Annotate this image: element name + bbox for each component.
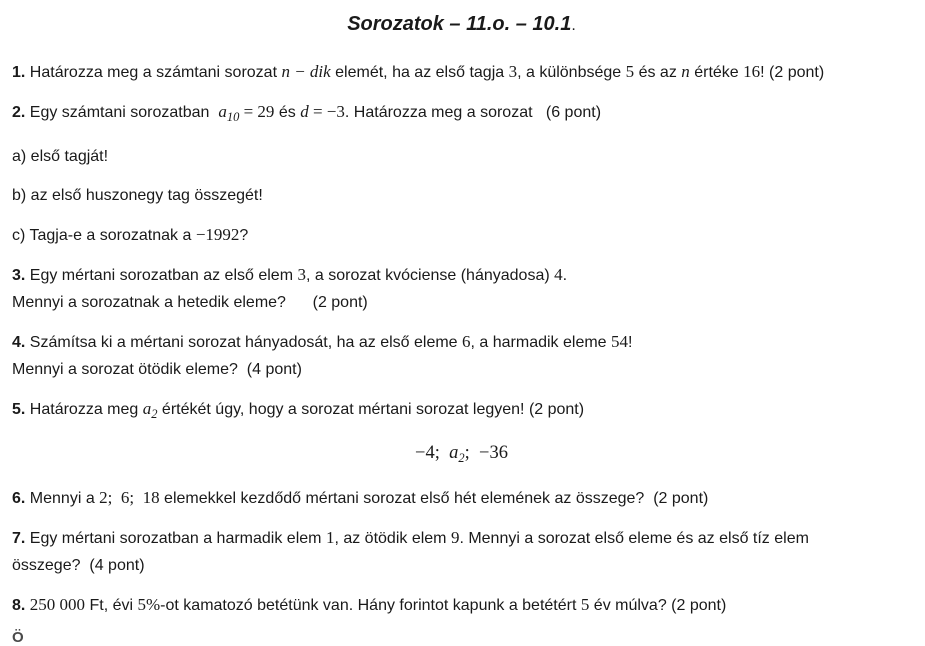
problem-2: [12, 98, 911, 131]
problem-2-segment-3: a: [218, 102, 227, 121]
problem-7-segment-4: , az ötödik elem: [334, 530, 451, 547]
problem-1-segment-3: n − dik: [281, 62, 331, 81]
problem-3-segment-5: 4: [554, 265, 563, 284]
problem-1-segment-9: n: [681, 62, 690, 81]
problem-2-segment-6: és: [274, 104, 301, 121]
problem-7-segment-2: Egy mértani sorozatban a harmadik elem: [25, 530, 326, 547]
problem-4-segment-5: 54: [611, 332, 629, 351]
problem-4-segment-1: Mennyi a sorozat ötödik eleme? (4 pont): [12, 361, 302, 378]
problem-1-segment-11: 16: [743, 62, 761, 81]
problem-7-segment-5: 9: [450, 528, 460, 547]
problem-3-line-2: [12, 289, 911, 316]
formula-line-line-1: [12, 440, 911, 472]
problem-3-segment-1: Mennyi a sorozatnak a hetedik eleme? (2 pont): [12, 294, 368, 311]
problem-3: [12, 261, 911, 316]
problem-5-segment-1: 5.: [12, 401, 26, 418]
problem-6-line-1: [12, 484, 911, 512]
problem-4-segment-1: 4.: [12, 334, 26, 351]
problem-8-segment-8: év múlva? (2 pont): [589, 597, 727, 614]
problem-4-segment-2: Számítsa ki a mértani sorozat hányadosát, ha az első eleme: [25, 334, 463, 351]
sub-question-b: [12, 182, 911, 209]
problem-2-line-1: [12, 98, 911, 131]
problem-2-segment-5: = 29: [239, 102, 275, 121]
sub-question-a: [12, 143, 911, 170]
problem-7-segment-6: . Mennyi a sorozat első eleme és az első tíz elem: [459, 530, 809, 547]
sub-question-c-line-1: [12, 221, 911, 249]
problem-1-segment-10: értéke: [689, 64, 744, 81]
problem-3-segment-4: , a sorozat kvóciense (hányadosa): [305, 267, 555, 284]
problem-3-segment-2: Egy mértani sorozatban az első elem: [25, 267, 298, 284]
formula-line: [12, 440, 911, 472]
problem-8-segment-1: 8.: [12, 597, 26, 614]
sub-question-a-segment-1: a) első tagját!: [12, 148, 109, 165]
sub-question-c: [12, 221, 911, 249]
problem-1: [12, 58, 911, 86]
problem-2-segment-8: = −3: [308, 102, 345, 121]
problem-6-segment-2: Mennyi a: [25, 490, 100, 507]
problem-8-segment-7: 5: [580, 595, 590, 614]
sub-question-c-segment-2: −1992: [195, 225, 240, 244]
problem-3-segment-6: .: [562, 267, 568, 284]
problem-6: [12, 484, 911, 512]
sub-question-b-line-1: [12, 182, 911, 209]
page-title: [12, 12, 911, 38]
sub-question-b-segment-1: b) az első huszonegy tag összegét!: [12, 187, 263, 204]
problem-7-line-1: [12, 524, 911, 552]
problem-1-segment-6: , a különbsége: [517, 64, 626, 81]
problem-1-segment-7: 5: [625, 62, 635, 81]
cutoff-next-line-segment-1: Ö: [12, 629, 24, 646]
sub-question-a-line-1: [12, 143, 911, 170]
problem-1-segment-4: elemét, ha az első tagja: [330, 64, 509, 81]
page-title-period: .: [571, 17, 576, 34]
sub-question-c-segment-1: c) Tagja-e a sorozatnak a: [12, 227, 196, 244]
problem-2-segment-2: Egy számtani sorozatban: [25, 104, 219, 121]
problem-8: [12, 591, 911, 619]
problem-4-segment-4: , a harmadik eleme: [470, 334, 612, 351]
problem-1-segment-1: 1.: [12, 64, 26, 81]
problem-5-segment-3: a: [142, 399, 152, 418]
problem-7-segment-1: 7.: [12, 530, 26, 547]
problem-8-segment-3: 250 000: [29, 595, 86, 614]
formula-line-segment-1: −4;: [415, 443, 450, 463]
problem-6-segment-4: elemekkel kezdődő mértani sorozat első hét elemének az összege? (2 pont): [159, 490, 709, 507]
cutoff-next-line: [12, 629, 911, 646]
problem-3-segment-1: 3.: [12, 267, 26, 284]
sub-question-c-segment-3: ?: [239, 227, 249, 244]
problem-4: [12, 328, 911, 383]
problem-8-segment-5: 5%: [137, 595, 161, 614]
problem-7-line-2: [12, 552, 911, 579]
problem-8-segment-6: -ot kamatozó betétünk van. Hány forintot kapunk a betétért: [160, 597, 581, 614]
page-title-text: Sorozatok – 11.o. – 10.1: [347, 13, 572, 35]
problem-3-line-1: [12, 261, 911, 289]
problem-7: [12, 524, 911, 579]
problem-1-segment-8: és az: [634, 64, 682, 81]
problem-1-segment-2: Határozza meg a számtani sorozat: [25, 64, 282, 81]
problem-8-segment-4: Ft, évi: [85, 597, 138, 614]
problem-2-segment-4: 10: [226, 110, 240, 124]
problem-5-segment-4: 2: [151, 407, 158, 421]
formula-line-segment-4: ; −36: [464, 443, 508, 463]
problem-5: [12, 395, 911, 428]
problem-4-segment-3: 6: [462, 332, 471, 351]
problem-4-segment-6: !: [628, 334, 633, 351]
problem-8-line-1: [12, 591, 911, 619]
problem-3-segment-3: 3: [297, 265, 306, 284]
problem-2-segment-9: . Határozza meg a sorozat (6 pont): [344, 104, 602, 121]
problem-2-segment-7: d: [300, 102, 309, 121]
problem-7-segment-3: 1: [325, 528, 335, 547]
problem-4-line-1: [12, 328, 911, 356]
problem-2-segment-1: 2.: [12, 104, 26, 121]
problem-5-segment-2: Határozza meg: [25, 401, 143, 418]
problem-1-segment-12: ! (2 pont): [760, 64, 825, 81]
problem-5-line-1: [12, 395, 911, 428]
problem-4-line-2: [12, 356, 911, 383]
cutoff-next-line-line-1: [12, 631, 911, 645]
problem-5-segment-5: értékét úgy, hogy a sorozat mértani sorozat legyen! (2 pont): [157, 401, 585, 418]
problem-1-segment-5: 3: [508, 62, 518, 81]
problem-6-segment-1: 6.: [12, 490, 26, 507]
document-body: [12, 58, 911, 646]
formula-line-segment-2: a: [449, 443, 459, 463]
problem-7-segment-1: összege? (4 pont): [12, 557, 145, 574]
problem-1-line-1: [12, 58, 911, 86]
formula-line-segment-3: 2: [458, 451, 465, 465]
problem-6-segment-3: 2; 6; 18: [99, 488, 160, 507]
